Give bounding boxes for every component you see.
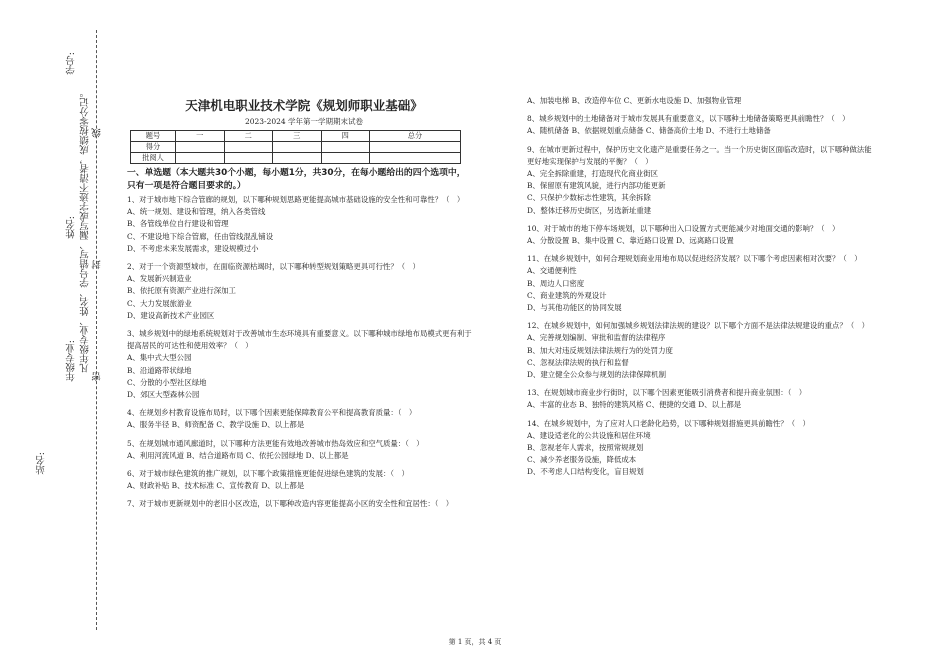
score-header-cell: 总分 — [370, 131, 461, 142]
score-cell[interactable] — [224, 142, 273, 153]
question-block — [527, 418, 872, 479]
major-label: 年级专业: — [66, 340, 77, 382]
school-label: 站名: — [36, 452, 47, 475]
question-block — [127, 194, 472, 255]
answer-option: A、服务半径 B、师资配备 C、教学设施 D、以上都是 — [127, 420, 305, 430]
question-stem: 3、城乡规划中的绿地系统规划对于改善城市生态环境具有重要意义。以下哪种城市绿地布局模式更有利于提高居民的可达性和使用效率？（ ） — [127, 329, 472, 351]
cut-line — [96, 30, 97, 630]
section-title: 一、单选题（本大题共30个小题，每小题1分，共30分，在每小题给出的四个选项中，只有一项是符合题目要求的。） — [127, 168, 466, 191]
question-stem: 12、在城乡规划中，如何加强城乡规划法律法规的建设？以下哪个方面不是法律法规建设的重点？（ ） — [527, 321, 869, 331]
exam-subtitle: 2023-2024 学年第一学期期末试卷 — [244, 117, 364, 126]
binding-notice: 凡年级专业、姓名、学号错写、漏写或字迹不清者，成绩按零分记。 — [80, 88, 91, 373]
question-stem: 13、在规划城市商业步行街时，以下哪个因素更能吸引消费者和提升商业氛围：（ ） — [527, 388, 807, 398]
question-block — [127, 498, 472, 510]
answer-option: A、集中式大型公园 — [127, 353, 192, 363]
question-block — [527, 113, 872, 137]
answer-option: C、减少养老服务设施，降低成本 — [527, 455, 637, 465]
question-stem: 4、在规划乡村教育设施布局时，以下哪个因素更能保障教育公平和提高教育质量：（ ） — [127, 408, 417, 418]
grader-cell[interactable] — [273, 153, 322, 164]
binding-strip — [0, 0, 103, 672]
page-footer: 第 1 页，共 4 页 — [448, 638, 502, 646]
question-block — [127, 328, 472, 401]
answer-option: A、利用河流风道 B、结合道路布局 C、依托公园绿地 D、以上都是 — [127, 450, 349, 460]
answer-option: B、忽视老年人需求，按照常规规划 — [527, 443, 644, 453]
grader-cell[interactable] — [224, 153, 273, 164]
question-block — [127, 407, 472, 431]
answer-option: A、发展新兴制造业 — [127, 274, 192, 284]
score-header-cell: 题号 — [131, 131, 176, 142]
score-row-label: 得分 — [131, 142, 176, 153]
score-cell[interactable] — [321, 142, 370, 153]
score-cell[interactable] — [370, 142, 461, 153]
question-stem: 1、对于城市地下综合管廊的规划，以下哪种规划思路更能提高城市基础设施的安全性和可靠性？（ ） — [127, 195, 465, 204]
answer-option: A、随机储备 B、依据规划重点储备 C、储备高价土地 D、不进行土地储备 — [527, 126, 771, 136]
question-block — [127, 468, 472, 492]
answer-option: A、完善规划编制、审批和监督的法律程序 — [527, 333, 666, 343]
score-header-cell: 三 — [273, 131, 322, 142]
answer-option: C、大力发展旅游业 — [127, 298, 192, 308]
answer-option: B、周边人口密度 — [527, 278, 585, 288]
score-table — [130, 130, 461, 164]
answer-option: A、丰富的业态 B、独特的建筑风格 C、便捷的交通 D、以上都是 — [527, 400, 742, 410]
answer-option: B、保留原有建筑风貌，进行内部功能更新 — [527, 181, 666, 191]
secret-mark: 密 — [92, 372, 103, 382]
question-stem: 8、城乡规划中的土地储备对于城市发展具有重要意义，以下哪种土地储备策略更具前瞻性？（ ） — [527, 114, 850, 124]
question-block — [527, 320, 872, 381]
question-block — [527, 223, 872, 247]
answer-option: C、分散的小型社区绿地 — [127, 377, 207, 387]
line-mark: 线 — [92, 128, 103, 138]
grader-row-label: 批阅人 — [131, 153, 176, 164]
answer-option: D、郊区大型森林公园 — [127, 390, 200, 400]
score-header-cell: 一 — [176, 131, 225, 142]
grader-cell[interactable] — [176, 153, 225, 164]
seat-number-label: 学号: — [66, 52, 77, 75]
question-stem: 9、在城市更新过程中，保护历史文化遗产是重要任务之一。当一个历史街区面临改造时，以下哪种做法能更好地实现保护与发展的平衡？（ ） — [527, 144, 872, 166]
question-stem: 14、在城乡规划中，为了应对人口老龄化趋势，以下哪种规划措施更具前瞻性？（ ） — [527, 418, 810, 428]
score-table-header-row — [131, 131, 461, 142]
score-cell[interactable] — [273, 142, 322, 153]
seal-mark: 封 — [92, 260, 103, 270]
answer-option: D、与其他功能区的协同发展 — [527, 303, 622, 313]
answer-option: C、商业建筑的外观设计 — [527, 290, 607, 300]
question-stem: 7、对于城市更新规划中的老旧小区改造，以下哪种改造内容更能提高小区的安全性和宜居性：（ ） — [127, 499, 454, 509]
answer-option: A、完全拆除重建，打造现代化商业街区 — [527, 169, 658, 179]
answer-option: B、各管线单位自行建设和管理 — [127, 219, 229, 229]
question-block — [127, 261, 472, 322]
answer-option: C、只保护少数标志性建筑，其余拆除 — [527, 193, 651, 203]
exam-title: 天津机电职业技术学院《规划师职业基础》 — [185, 98, 423, 113]
question-block — [127, 438, 472, 462]
answer-option: A、分散设置 B、集中设置 C、靠近路口设置 D、远离路口设置 — [527, 236, 734, 246]
answer-option: D、建设高新技术产业园区 — [127, 310, 215, 320]
answer-option: A、加装电梯 B、改造停车位 C、更新水电设施 D、加强物业管理 — [527, 96, 742, 105]
answer-option: A、建设适老化的公共设施和居住环境 — [527, 430, 651, 440]
answer-option: A、交通便利性 — [527, 266, 577, 276]
question-stem: 11、在城乡规划中，如何合理规划商业用地布局以促进经济发展？以下哪个考虑因素相对次要？（ ） — [527, 254, 862, 264]
answer-option: D、不考虑人口结构变化，盲目规划 — [527, 467, 644, 477]
answer-option: C、忽视法律法规的执行和监督 — [527, 357, 629, 367]
answer-option: D、不考虑未来发展需求，建设规模过小 — [127, 243, 259, 253]
question-stem: 10、对于城市的地下停车场规划，以下哪种出入口设置方式更能减少对地面交通的影响？（ ） — [527, 223, 840, 233]
answer-option: A、财政补贴 B、技术标准 C、宣传教育 D、以上都是 — [127, 481, 305, 491]
score-header-cell: 二 — [224, 131, 273, 142]
score-header-cell: 四 — [321, 131, 370, 142]
grader-cell[interactable] — [321, 153, 370, 164]
answer-option: B、依托原有资源产业进行深加工 — [127, 286, 236, 296]
answer-option: B、加大对违反规划法律法规行为的处罚力度 — [527, 345, 673, 355]
question-block — [527, 95, 872, 107]
answer-option: A、统一规划、建设和管理，纳入各类管线 — [127, 207, 266, 217]
answer-option: D、整体迁移历史街区，另选新址重建 — [527, 205, 652, 215]
left-question-column — [127, 194, 472, 517]
question-block — [527, 144, 872, 217]
question-stem: 5、在规划城市通风廊道时，以下哪种方法更能有效地改善城市热岛效应和空气质量：（ ） — [127, 438, 424, 448]
score-cell[interactable] — [176, 142, 225, 153]
question-stem: 2、对于一个资源型城市，在面临资源枯竭时，以下哪种转型规划策略更具可行性？（ ） — [127, 262, 420, 272]
answer-option: C、不建设地下综合管廊，任由管线混乱铺设 — [127, 231, 274, 241]
question-block — [527, 387, 872, 411]
grader-row — [131, 153, 461, 164]
student-name-label: 姓名: — [66, 216, 77, 239]
question-stem: 6、对于城市绿色建筑的推广规划，以下哪个政策措施更能促进绿色建筑的发展：（ ） — [127, 469, 409, 479]
answer-option: B、沿道路带状绿地 — [127, 365, 192, 375]
answer-option: D、建立健全公众参与规划的法律保障机制 — [527, 370, 666, 380]
score-row — [131, 142, 461, 153]
grader-cell[interactable] — [370, 153, 461, 164]
question-block — [527, 253, 872, 314]
right-question-column — [527, 95, 872, 485]
